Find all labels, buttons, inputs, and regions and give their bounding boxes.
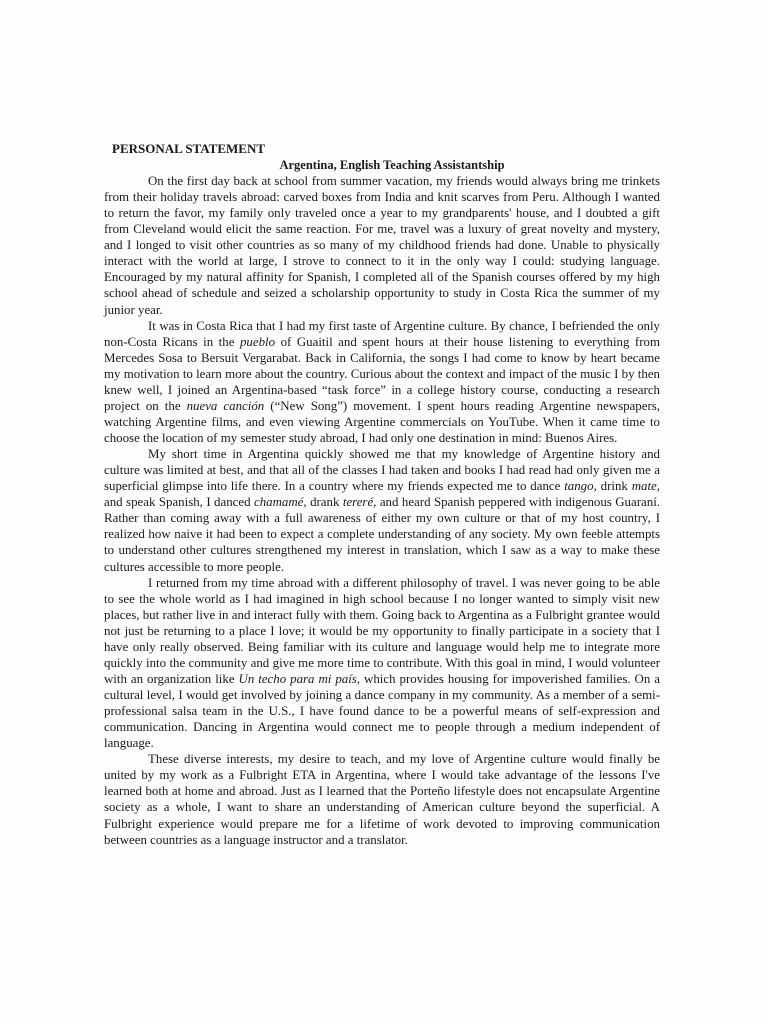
paragraph-text: My short time in Argentina quickly showed me that my knowledge of Argentine history and culture was limited at best, and that all of the classes I had taken and books I had read had only given me a superficial glimpse into life there. In a country where my friends expected me to dance — [104, 447, 660, 494]
italic-term: nueva canción — [186, 398, 265, 413]
paragraph-text: , and speak Spanish, I danced — [104, 479, 660, 510]
paragraph-text: of Guaitil and spent hours at their house listening to everything from Mercedes Sosa to Bersuit Vergarabat. Back in California, the songs I had come to know by heart became my motivation to learn more about the country. Curious about the context and impact of the music I by then knew well, I joined an Argentina-based “task force” in a college history course, conducting a research project on the — [104, 334, 660, 413]
document-heading: PERSONAL STATEMENT — [112, 141, 266, 156]
italic-term: tango — [564, 479, 594, 494]
paragraph-text: , and heard Spanish peppered with indigenous Guaraní. Rather than coming away with a full awareness of either my own culture or that of my host country, I realized how naive it had been to expect a complete understanding of any society. My own feeble attempts to understand other cultures strengthened my interest in translation, which I saw as a way to make these cultures accessible to more people. — [104, 495, 660, 574]
paragraph-1 — [104, 173, 660, 318]
paragraph-text: It was in Costa Rica that I had my first taste of Argentine culture. By chance, I befriended the only non-Costa Ricans in the — [104, 318, 660, 349]
italic-term: Un techo para mi país — [238, 671, 357, 686]
italic-term: tereré — [342, 495, 374, 510]
paragraph-2 — [104, 318, 660, 447]
paragraph-text: These diverse interests, my desire to teach, and my love of Argentine culture would finally be united by my work as a Fulbright ETA in Argentina, where I would take advantage of the lessons I've learned both at home and abroad. Just as I learned that the Porteño lifestyle does not encapsulate Argentine society as a whole, I want to share an understanding of American culture beyond the superficial. A Fulbright experience would prepare me for a lifetime of work devoted to improving communication between countries as a language instructor and a translator. — [104, 752, 660, 847]
italic-term: pueblo — [239, 334, 276, 349]
italic-term: chamamé — [254, 495, 304, 510]
paragraph-4 — [104, 575, 660, 752]
paragraph-5 — [104, 751, 660, 847]
paragraph-text: , drink — [593, 479, 632, 494]
paragraph-text: I returned from my time abroad with a different philosophy of travel. I was never going to be able to see the whole world as I had imagined in high school because I no longer wanted to simply visit new places, but rather live in and interact fully with them. Going back to Argentina as a Fulbright grantee would not just be returning to a place I love; it would be my opportunity to finally participate in a society that I have only really observed. Being familiar with its culture and language would help me to integrate more quickly into the community and give me more time to contribute. With this goal in mind, I would volunteer with an organization like — [104, 575, 660, 686]
paragraph-text: , drank — [303, 495, 343, 510]
paragraph-text: , which provides housing for impoverished families. On a cultural level, I would get involved by joining a dance company in my community. As a member of a semi-professional salsa team in the U.S., I have found dance to be a powerful means of self-expression and communication. Dancing in Argentina would connect me to people through a medium independent of language. — [104, 671, 660, 751]
paragraph-text: On the first day back at school from summer vacation, my friends would always bring me trinkets from their holiday travels abroad: carved boxes from India and knit scarves from Peru. Although I wanted to return the favor, my family only traveled once a year to my grandparents' house, and I doubted a gift from Cleveland would elicit the same reaction. For me, travel was a luxury of great novelty and mystery, and I longed to visit other countries as so many of my childhood friends had done. Unable to physically interact with the world at large, I strove to connect to it in the only way I could: studying language. Encouraged by my natural affinity for Spanish, I completed all of the Spanish courses offered by my high school ahead of schedule and seized a scholarship opportunity to study in Costa Rica the summer of my junior year. — [104, 174, 660, 317]
paragraph-text: (“New Song”) movement. I spent hours reading Argentine newspapers, watching Argentine films, and even viewing Argentine commercials on YouTube. When it came time to choose the location of my semester study abroad, I had only one destination in mind: Buenos Aires. — [104, 398, 660, 445]
paragraph-3 — [104, 446, 660, 575]
document-subheading: Argentina, English Teaching Assistantship — [279, 158, 505, 172]
italic-term: mate — [631, 479, 657, 494]
paragraph-list — [104, 173, 660, 848]
document-body — [104, 140, 660, 848]
